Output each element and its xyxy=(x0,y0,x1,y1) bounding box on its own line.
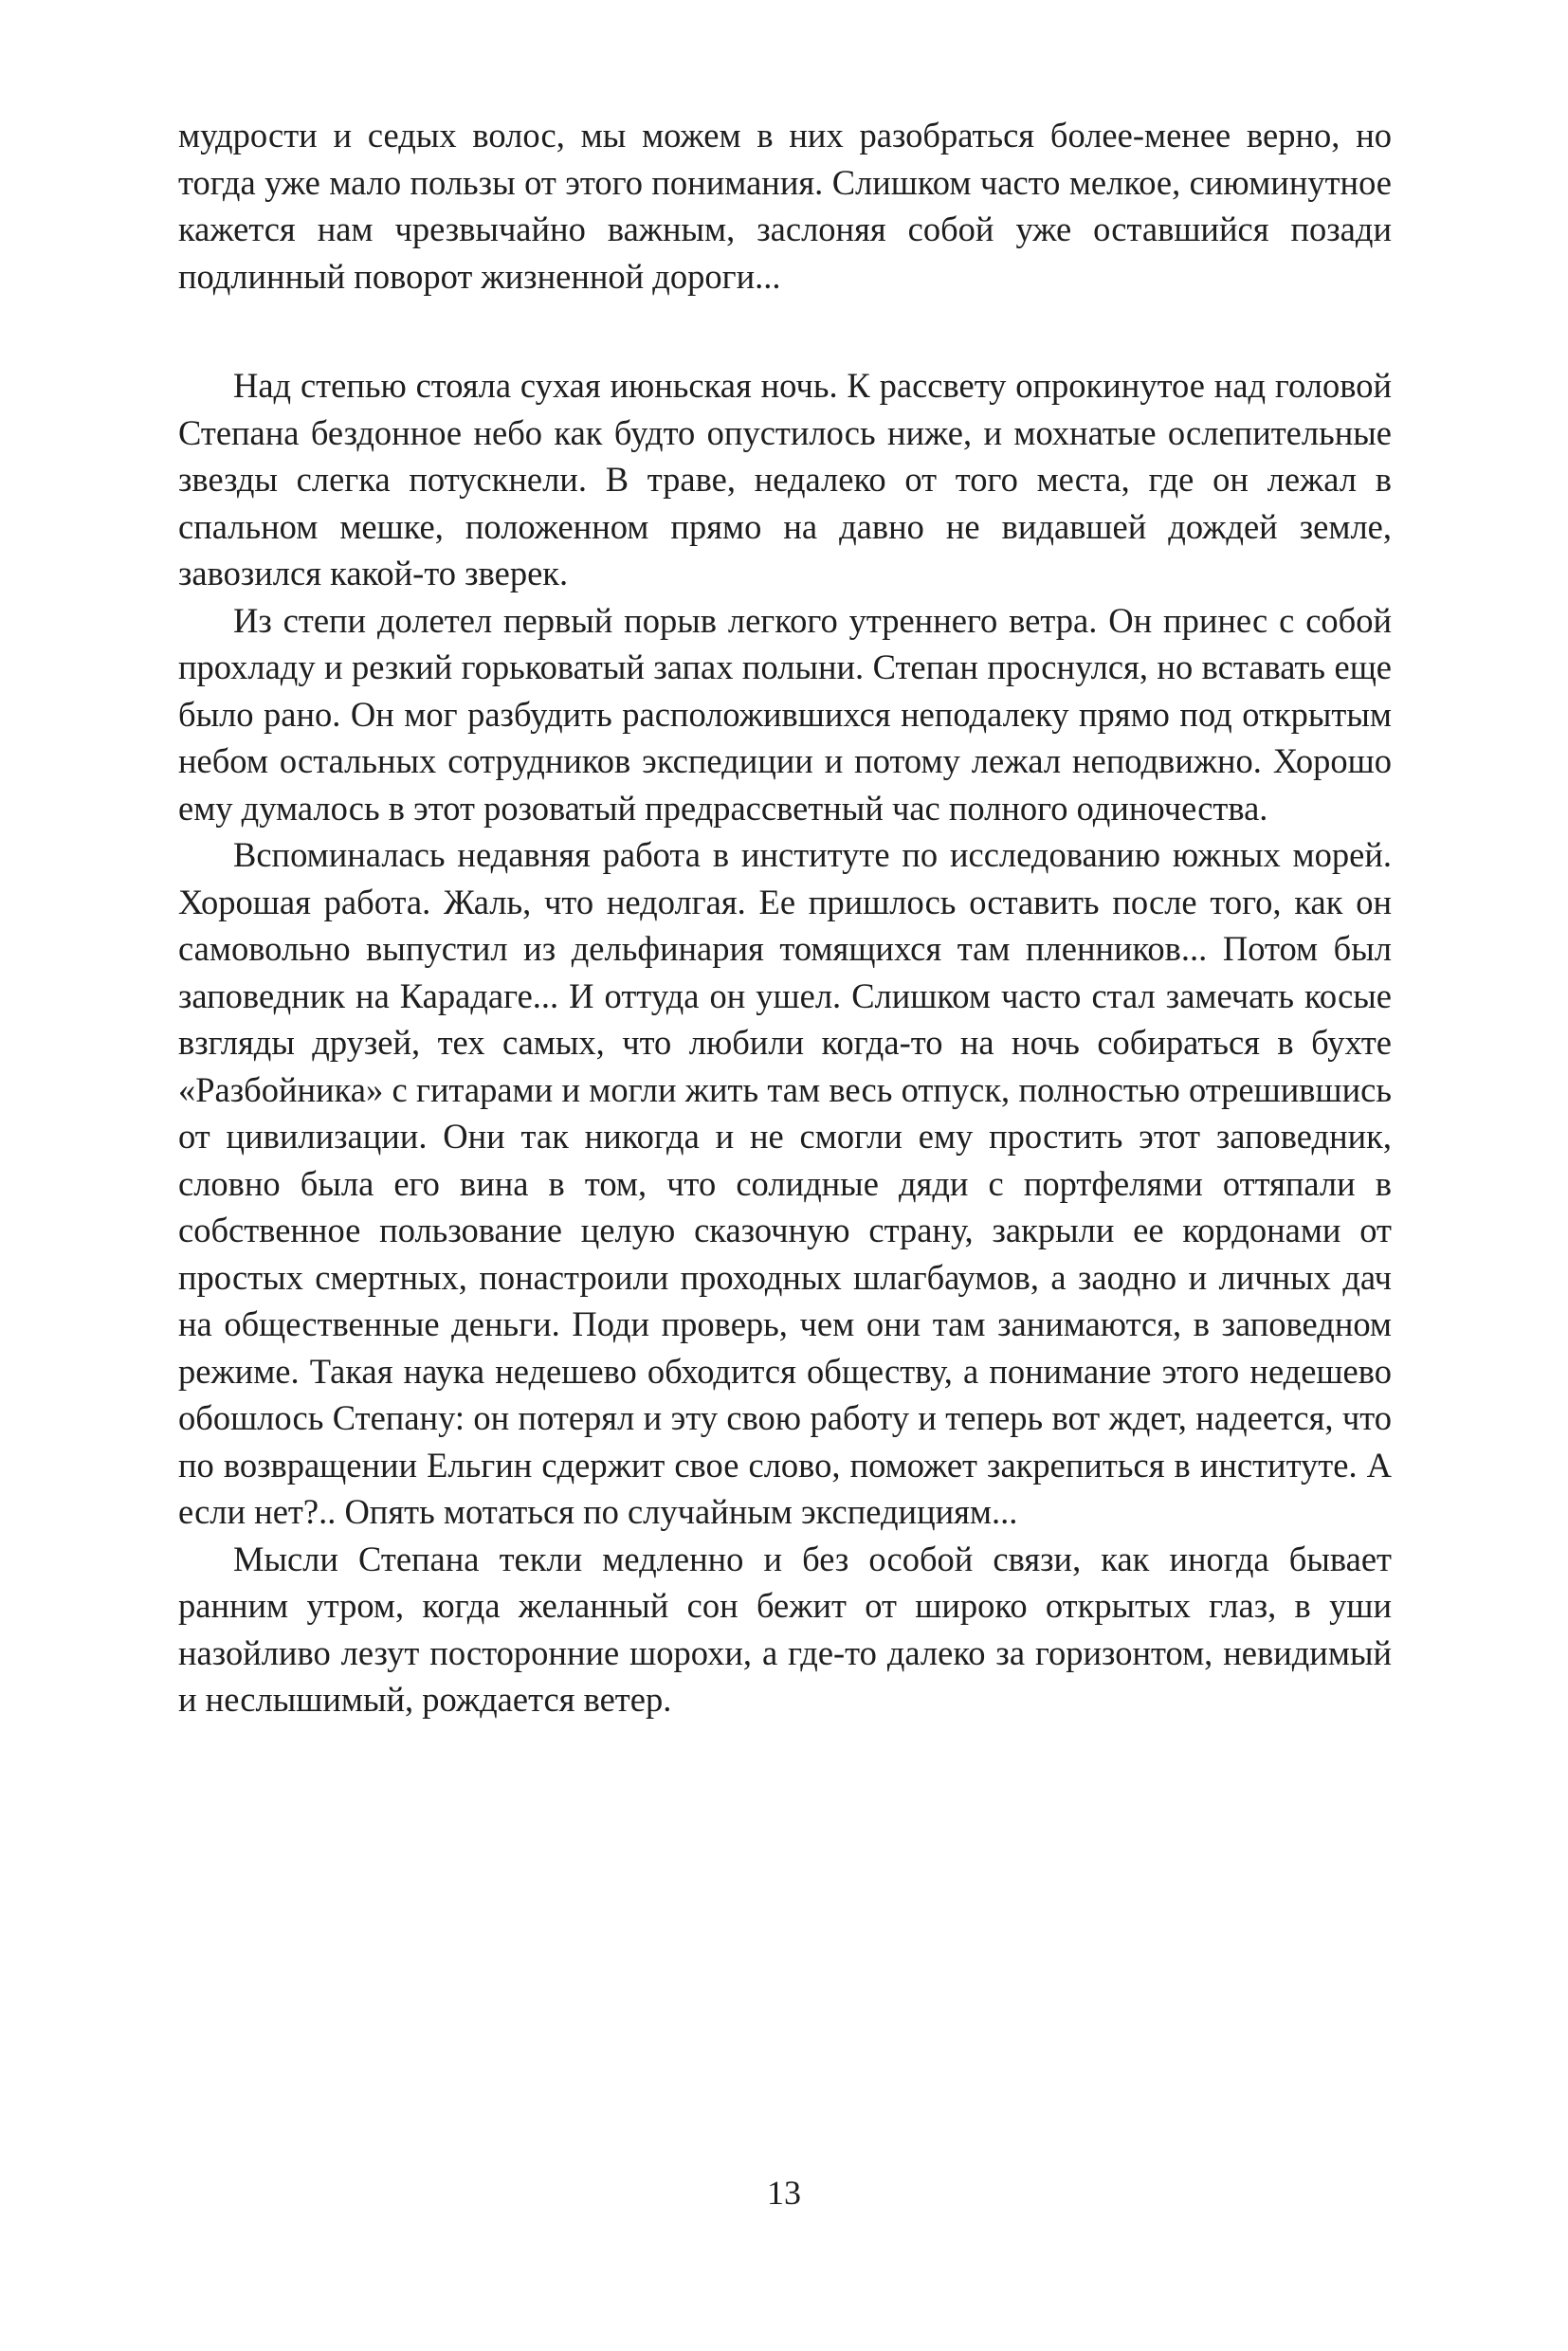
paragraph-1: Над степью стояла сухая июньская ночь. К рассвету опрокинутое над головой Степана бездонное небо как будто опустилось ниже, и мохнатые ослепительные звезды слегка потускнели. В траве, недалеко от того места, где он лежал в спальном мешке, положенном прямо на давно не видавшей дождей земле, завозился какой-то зверек. xyxy=(178,366,1392,592)
intro-paragraph: мудрости и седых волос, мы можем в них разобраться более-менее верно, но тогда уже мало пользы от этого понимания. Слишком часто мелкое, сиюминутное кажется нам чрезвычайно важным, заслоняя собой уже оставшийся позади подлинный поворот жизненной дороги... xyxy=(178,116,1392,296)
paragraph-4: Мысли Степана текли медленно и без особой связи, как иногда бывает ранним утром, когда желанный сон бежит от широко открытых глаз, в уши назойливо лезут посторонние шорохи, а где-то далеко за горизонтом, невидимый и неслышимый, рождается ветер. xyxy=(178,1539,1392,1719)
paragraph-3: Вспоминалась недавняя работа в институте по исследованию южных морей. Хорошая работа. Жаль, что недолгая. Ее пришлось оставить после того, как он самовольно выпустил из дельфинария томящихся там пленников... Потом был заповедник на Карадаге... И оттуда он ушел. Слишком часто стал замечать косые взгляды друзей, тех самых, что любили когда-то на ночь собираться в бухте «Разбойника» с гитарами и могли жить там весь отпуск, полностью отрешившись от цивилизации. Они так никогда и не смогли ему простить этот заповедник, словно была его вина в том, что солидные дяди с портфелями оттяпали в собственное пользование целую сказочную страну, закрыли ее кордонами от простых смертных, понастроили проходных шлагбаумов, а заодно и личных дач на общественные деньги. Поди проверь, чем они там занимаются, в заповедном режиме. Такая наука недешево обходится обществу, а понимание этого недешево обошлось Степану: он потерял и эту свою работу и теперь вот ждет, надеется, что по возвращении Ельгин сдержит свое слово, поможет закрепиться в институте. А если нет?.. Опять мотаться по случайным экспедициям... xyxy=(178,835,1392,1531)
section-break xyxy=(178,300,1392,362)
paragraph-2: Из степи долетел первый порыв легкого утреннего ветра. Он принес с собой прохладу и резкий горьковатый запах полыни. Степан проснулся, но вставать еще было рано. Он мог разбудить расположившихся неподалеку прямо под открытым небом остальных сотрудников экспедиции и потому лежал неподвижно. Хорошо ему думалось в этот розоватый предрассветный час полного одиночества. xyxy=(178,600,1392,828)
page-number: 13 xyxy=(767,2174,801,2212)
book-page-body xyxy=(178,112,1392,1723)
